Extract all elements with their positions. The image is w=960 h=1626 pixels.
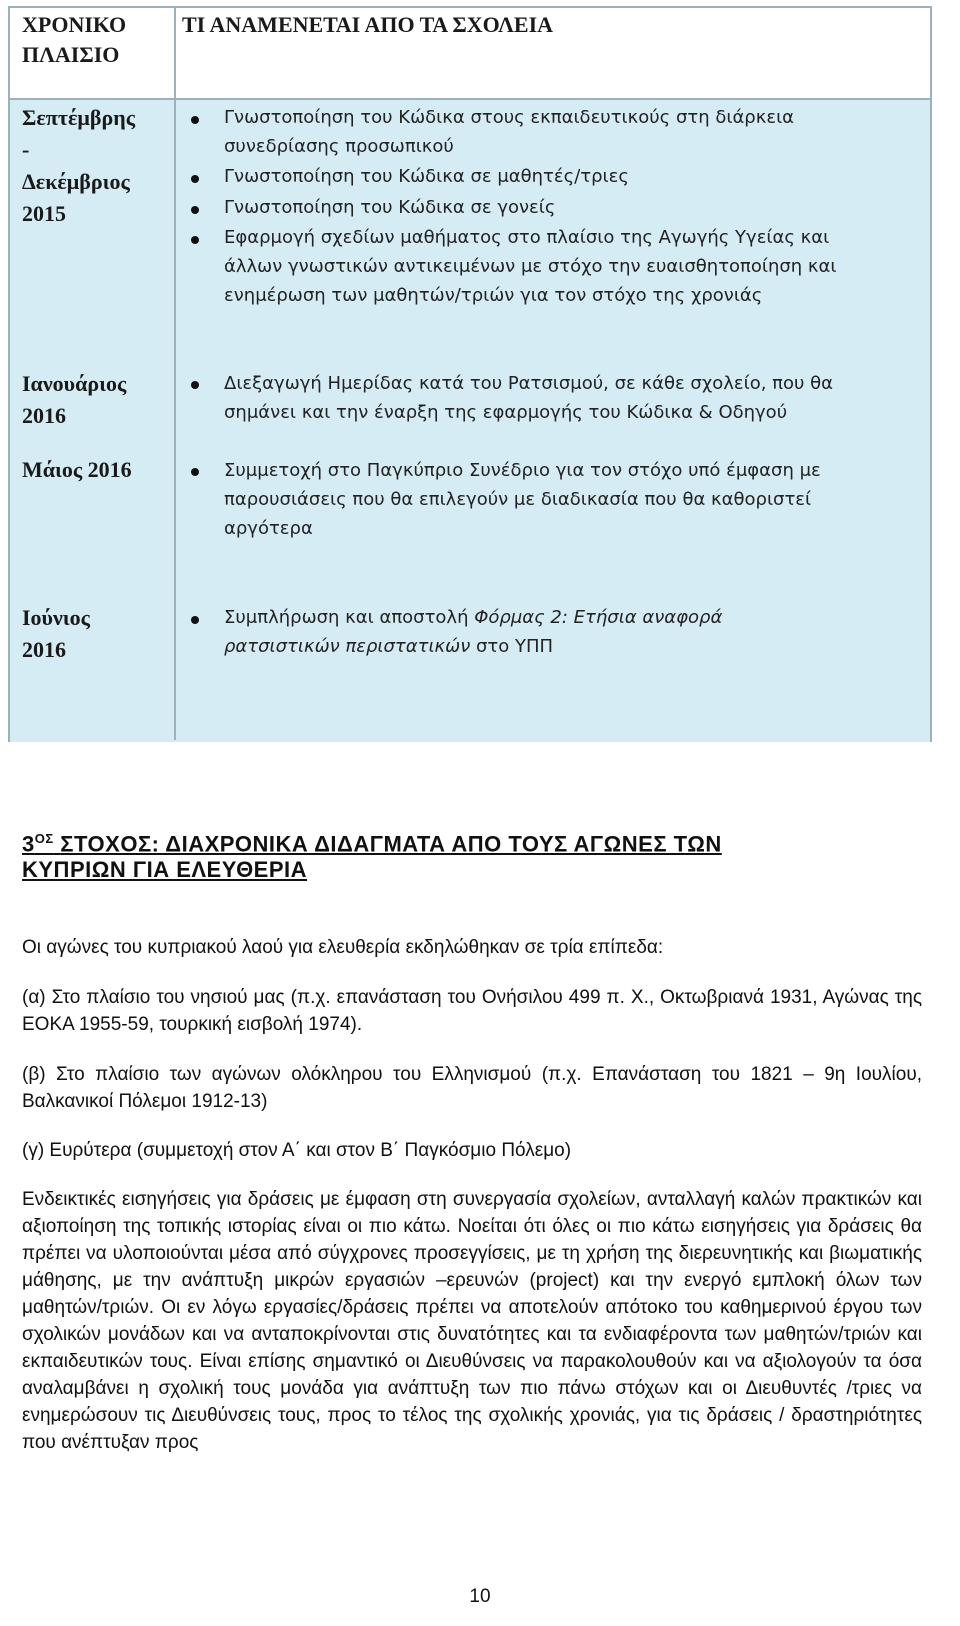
item-line: παρουσιάσεις που θα επιλεγούν με διαδικασία που θα καθοριστεί [224,489,812,510]
item-italic-text: ρατσιστικών περιστατικών [224,636,471,657]
row4-date-line: Ιούνιος [22,605,90,630]
header-col1-line2: ΠΛΑΙΣΙΟ [22,42,120,67]
row4-date-line: 2016 [22,637,66,662]
bullet-icon [191,381,199,389]
row2-item1 [224,369,833,427]
item-line: Συμμετοχή στο Παγκύπριο Συνέδριο για τον στόχο υπό έμφαση με [224,460,821,481]
row1-item1 [224,103,794,161]
item-line: Γνωστοποίηση του Κώδικα στους εκπαιδευτικούς στη διάρκεια [224,107,795,128]
bullet-icon [191,116,199,124]
row2-date-line: Ιανουάριος [22,371,127,396]
section-heading [22,826,932,883]
intro-paragraph: Οι αγώνες του κυπριακού λαού για ελευθερία εκδηλώθηκαν σε τρία επίπεδα: [22,937,664,958]
item-line: άλλων γνωστικών αντικειμένων με στόχο την ευαισθητοποίηση και [224,256,837,277]
item-italic-text: Φόρμας 2: Ετήσια αναφορά [474,607,723,628]
row1-item2: Γνωστοποίηση του Κώδικα σε μαθητές/τριες [224,166,629,187]
item-line: σημάνει και την έναρξη της εφαρμογής του Κώδικα & Οδηγού [224,402,788,423]
paragraph-a: (α) Στο πλαίσιο του νησιού μας (π.χ. επανάσταση του Ονήσιλου 499 π. Χ., Οκτωβριανά 1931, Αγώνας της ΕΟΚΑ 1955-59, τουρκική εισβολή 1974). [22,987,922,1035]
item-text: Συμπλήρωση και αποστολή [224,607,475,628]
bullet-icon [191,468,199,476]
heading-number: 3 [22,831,35,857]
item-line: Διεξαγωγή Ημερίδας κατά του Ρατσισμού, σε κάθε σχολείο, που θα [224,373,834,394]
item-line: ενημέρωση των μαθητών/τριών για τον στόχο της χρονιάς [224,285,763,306]
header-col1 [22,10,126,70]
row4-date [22,602,90,666]
row1-item3: Γνωστοποίηση του Κώδικα σε γονείς [224,197,556,218]
header-col1-line1: ΧΡΟΝΙΚΟ [22,12,127,37]
row4-item1 [224,603,722,661]
row3-date: Μάιος 2016 [22,457,132,482]
paragraph-c: (γ) Ευρύτερα (συμμετοχή στον Α΄ και στον Β΄ Παγκόσμιο Πόλεμο) [22,1140,572,1161]
main-paragraph: Ενδεικτικές εισηγήσεις για δράσεις με έμφαση στη συνεργασία σχολείων, ανταλλαγή καλών πρακτικών και αξιοποίηση της τοπικής ιστορίας είναι οι πιο κάτω. Νοείται ότι όλες οι πιο κάτω εισηγήσεις για δράσεις θα πρέπει να υλοποιούνται μέσα από σύγχρονες προσεγγίσεις, με τη χρήση της διερευνητικής και βιωματικής μάθησης, με την ανάπτυξη μικρών εργασιών –ερευνών (project) και την ενεργό εμπλοκή όλων των μαθητών/τριών. Οι εν λόγω εργασίες/δράσεις πρέπει να αποτελούν απότοκο του καθημερινού έργου των σχολικών μονάδων και να ανταποκρίνονται στις δυνατότητες και τα ενδιαφέροντα των μαθητών/τριών και εκπαιδευτικών τους. Είναι επίσης σημαντικό οι Διευθύνσεις να παρακολουθούν και να αξιολογούν τα όσα αναλαμβάνει η σχολική τους μονάδα για ανάπτυξη των πιο πάνω στόχων και οι Διευθυντές /τριες να ενημερώσουν τις Διευθύνσεις τους, προς το τέλος της σχολικής χρονιάς, για τις δράσεις / δραστηριότητες που ανέπτυξαν προς [22,1189,922,1453]
heading-line2: ΚΥΠΡΙΩΝ ΓΙΑ ΕΛΕΥΘΕΡΙΑ [22,857,308,883]
page-number: 10 [469,1586,491,1607]
item-line: συνεδρίασης προσωπικού [224,136,454,157]
row1-item4 [224,223,837,310]
row1-date-line: Σεπτέμβρης [22,105,135,130]
item-text: στο ΥΠΠ [470,636,554,657]
paragraph-b: (β) Στο πλαίσιο των αγώνων ολόκληρου του Ελληνισμού (π.χ. Επανάσταση του 1821 – 9η Ιουλίου, Βαλκανικοί Πόλεμοι 1912-13) [22,1064,922,1112]
row2-date [22,368,126,432]
item-line: αργότερα [224,518,313,539]
row2-date-line: 2016 [22,403,66,428]
bullet-icon [191,175,199,183]
schedule-table [8,6,932,742]
row1-date [22,102,135,230]
row3-item1 [224,456,821,543]
bullet-icon [191,236,199,244]
row1-date-line: Δεκέμβριος [22,169,130,194]
header-col2: ΤΙ ΑΝΑΜΕΝΕΤΑΙ ΑΠΟ ΤΑ ΣΧΟΛΕΙΑ [182,12,554,37]
row1-date-line: 2015 [22,201,66,226]
column-divider [174,8,176,740]
heading-superscript: ΟΣ [34,831,54,846]
bullet-icon [191,206,199,214]
bullet-icon [191,616,199,624]
heading-line1: ΣΤΟΧΟΣ: ΔΙΑΧΡΟΝΙΚΑ ΔΙΔΑΓΜΑΤΑ ΑΠΟ ΤΟΥΣ ΑΓΩΝΕΣ ΤΩΝ [60,831,722,857]
row1-date-line: - [22,137,30,162]
item-line: Εφαρμογή σχεδίων μαθήματος στο πλαίσιο της Αγωγής Υγείας και [224,227,830,248]
